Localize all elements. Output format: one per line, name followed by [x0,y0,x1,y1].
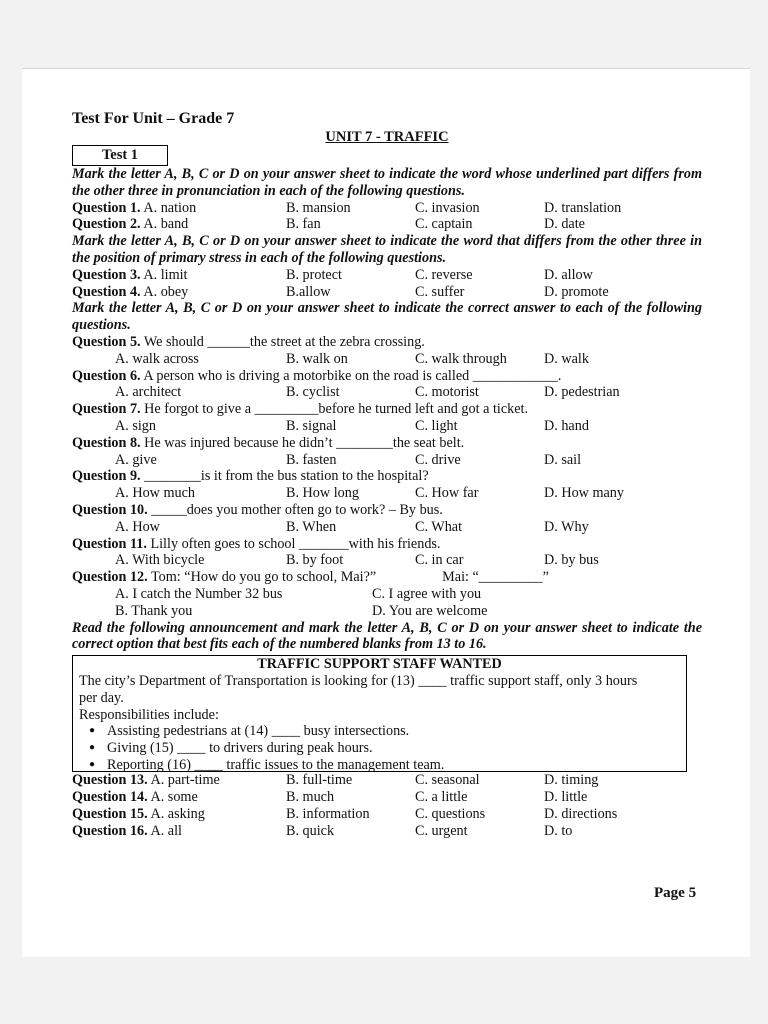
option-b: B. Thank you [115,602,193,619]
list-item: ● Reporting (16) ____ traffic issues to the management team. [107,757,680,774]
question-number: Question 7. [72,401,141,418]
question-number: Question 3. [72,266,141,283]
option-a: A. architect [115,384,182,401]
question-number: Question 12. [72,569,148,586]
options-row-11 [72,552,702,569]
question-stem-10 [72,502,702,519]
option-b: B. How long [286,485,359,502]
question-number: Question 16. [72,822,148,839]
question-number: Question 14. [72,788,148,805]
option-d: D. allow [544,266,593,283]
option-d: D. date [544,216,585,233]
responsibilities-list [79,723,680,773]
question-number: Question 4. [72,283,141,300]
options-row-7 [72,418,702,435]
option-b: B. When [286,518,337,535]
options-row-12b [72,603,702,620]
option-d: D. translation [544,199,622,216]
option-d: D. walk [544,350,589,367]
option-b: B. protect [286,266,342,283]
question-number: Question 2. [72,216,141,233]
question-row-2 [72,216,702,233]
option-b: B. quick [286,822,335,839]
page-number: Page 5 [654,885,697,901]
option-a: A. sign [115,417,156,434]
question-text: We should ______the street at the zebra crossing. [140,333,425,350]
options-row-10 [72,519,702,536]
option-a: A. asking [150,805,205,822]
option-d: D. to [544,822,573,839]
option-a: A. some [150,788,198,805]
option-d: D. timing [544,772,599,789]
question-text: _____does you mother often go to work? – By bus. [147,501,443,518]
options-row-5 [72,351,702,368]
option-a: A. give [115,451,157,468]
question-row-14 [72,789,702,806]
question-number: Question 6. [72,367,141,384]
option-a: A. How [115,518,160,535]
option-d: D. hand [544,417,589,434]
option-a: A. nation [143,199,197,216]
question-stem-9 [72,468,702,485]
options-row-12a [72,586,702,603]
option-c: C. What [415,518,463,535]
option-b: B. walk on [286,350,348,367]
announcement-line: per day. [79,689,124,706]
option-a: A. limit [143,266,188,283]
question-number: Question 11. [72,535,147,552]
option-d: D. promote [544,283,609,300]
option-c: C. suffer [415,283,465,300]
question-number: Question 1. [72,199,141,216]
option-b: B. fan [286,216,321,233]
question-stem-8 [72,435,702,452]
option-a: A. part-time [150,772,220,789]
option-d: D. pedestrian [544,384,620,401]
option-c: C. walk through [415,350,507,367]
options-row-9 [72,485,702,502]
question-reply: Mai: “_________” [442,569,549,586]
option-c: C. How far [415,485,479,502]
question-row-4 [72,284,702,301]
option-b: B. mansion [286,199,351,216]
option-c: C. captain [415,216,473,233]
announcement-box [72,655,687,772]
question-text: Lilly often goes to school _______with his friends. [146,535,441,552]
option-b: B. fasten [286,451,337,468]
option-d: D. by bus [544,552,599,569]
option-c: C. drive [415,451,461,468]
option-b: B. much [286,788,335,805]
option-a: A. band [143,216,189,233]
instruction-pronunciation: Mark the letter A, B, C or D on your answer sheet to indicate the word whose underlined part differs from the other three in pronunciation in each of the following questions. [72,166,702,199]
option-d: D. You are welcome [372,602,488,619]
option-c: C. in car [415,552,464,569]
option-c: C. reverse [415,266,473,283]
question-row-1 [72,200,702,217]
question-row-3 [72,267,702,284]
option-b: B. information [286,805,370,822]
option-d: D. little [544,788,588,805]
announcement-title: TRAFFIC SUPPORT STAFF WANTED [257,656,502,673]
option-c: C. light [415,417,458,434]
test-label-box: Test 1 [72,145,168,166]
option-a: A. walk across [115,350,199,367]
list-item: ● Assisting pedestrians at (14) ____ busy intersections. [107,723,680,740]
question-text: ________is it from the bus station to the hospital? [140,468,429,485]
question-number: Question 9. [72,468,141,485]
question-row-16 [72,823,702,840]
question-text: A person who is driving a motorbike on the road is called ____________. [140,367,562,384]
instruction-correct-answer: Mark the letter A, B, C or D on your answer sheet to indicate the correct answer to each of the following questions. [72,300,702,334]
question-stem-7 [72,401,702,418]
instruction-reading: Read the following announcement and mark the letter A, B, C or D on your answer sheet to indicate the correct option that best fits each of the numbered blanks from 13 to 16. [72,619,702,653]
option-d: D. sail [544,451,582,468]
option-d: D. How many [544,485,624,502]
announcement-line: Responsibilities include: [79,706,219,723]
question-stem-6 [72,368,702,385]
question-stem-11 [72,536,702,553]
question-row-15 [72,806,702,823]
option-c: C. questions [415,805,486,822]
list-item: ● Giving (15) ____ to drivers during peak hours. [107,740,680,757]
announcement-line: The city’s Department of Transportation is looking for (13) ____ traffic support staff, only 3 hours [79,672,638,689]
question-stem-5 [72,334,702,351]
option-b: B. signal [286,417,337,434]
question-number: Question 10. [72,501,148,518]
option-b: B. cyclist [286,384,340,401]
option-c: C. seasonal [415,772,480,789]
option-c: C. invasion [415,199,480,216]
option-a: A. With bicycle [115,552,205,569]
option-c: C. urgent [415,822,468,839]
option-a: A. I catch the Number 32 bus [115,585,283,602]
question-text: He forgot to give a _________before he turned left and got a ticket. [140,401,529,418]
question-number: Question 5. [72,333,141,350]
options-row-6 [72,384,702,401]
option-a: A. How much [115,485,195,502]
question-stem-12 [72,569,702,586]
option-d: D. directions [544,805,618,822]
question-text: Tom: “How do you go to school, Mai?” [147,569,377,586]
question-number: Question 8. [72,434,141,451]
question-row-13 [72,772,702,789]
option-c: C. I agree with you [372,585,482,602]
question-text: He was injured because he didn’t ________the seat belt. [140,434,465,451]
document-content [72,109,702,839]
option-b: B. by foot [286,552,344,569]
unit-title: UNIT 7 - TRAFFIC [325,129,449,145]
option-c: C. motorist [415,384,479,401]
option-c: C. a little [415,788,468,805]
option-b: B.allow [286,283,331,300]
option-a: A. obey [143,283,189,300]
question-number: Question 13. [72,772,148,789]
option-d: D. Why [544,518,589,535]
instruction-stress: Mark the letter A, B, C or D on your answer sheet to indicate the word that differs from the other three in the position of primary stress in each of the following questions. [72,233,702,266]
document-page [22,68,750,957]
document-title: Test For Unit – Grade 7 [72,110,235,127]
options-row-8 [72,452,702,469]
option-b: B. full-time [286,772,353,789]
option-a: A. all [150,822,182,839]
question-number: Question 15. [72,805,148,822]
